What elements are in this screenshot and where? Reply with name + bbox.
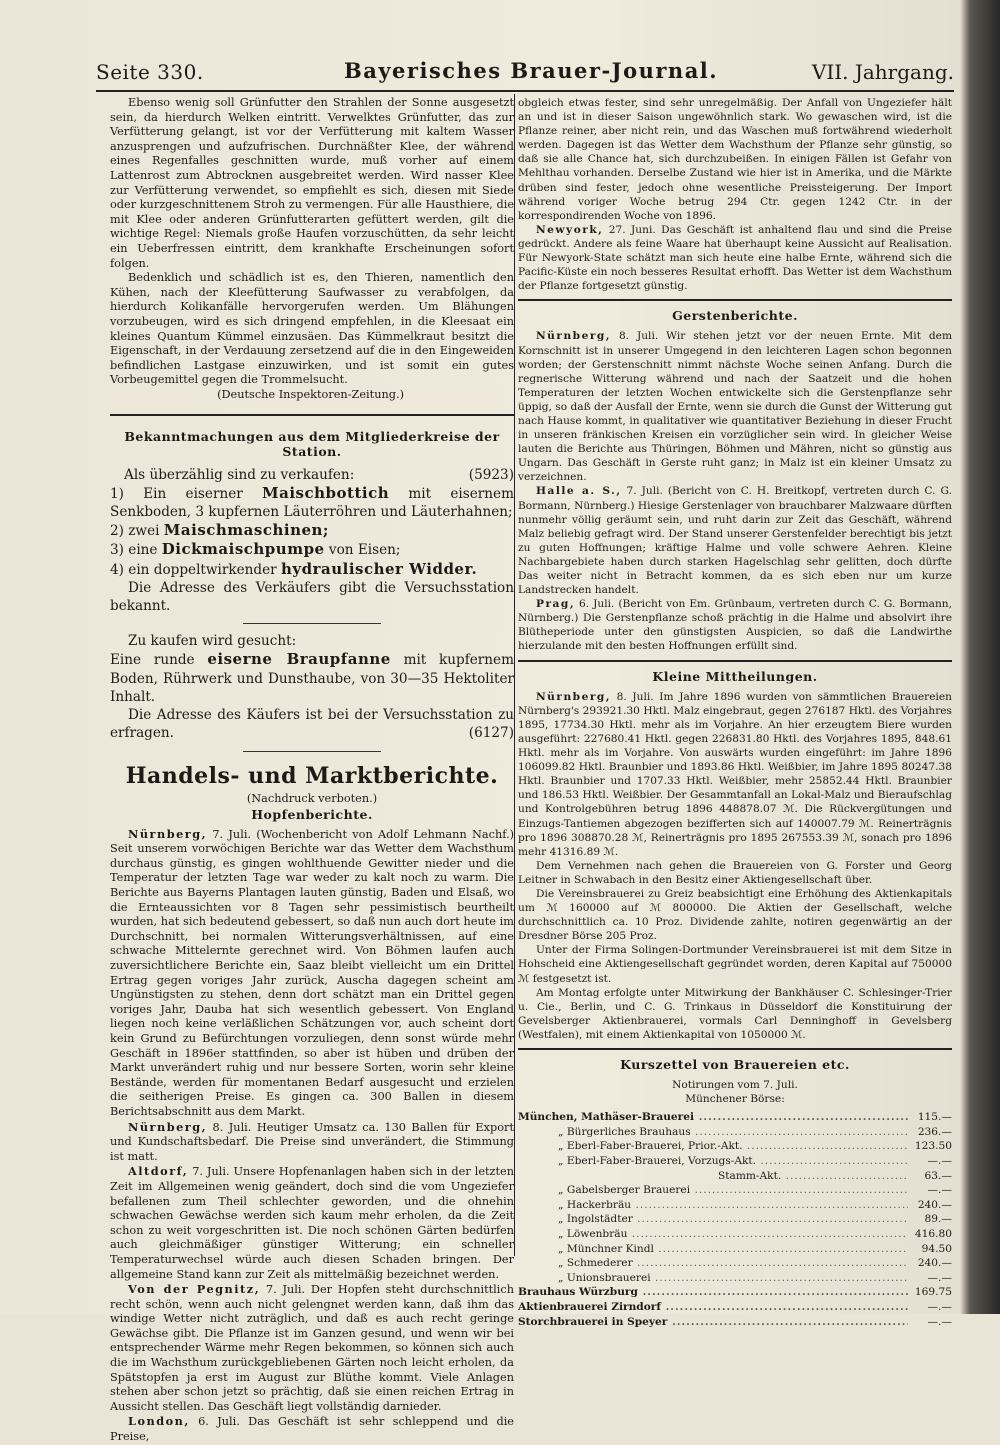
table-row: Aktienbrauerei Zirndorf ..... —.—: [518, 1300, 952, 1315]
news-item: Am Montag erfolgte unter Mitwirkung der Bankhäuser C. Schlesinger-Trier u. Cie., Berlin, und C. G. Trinkaus in Düsseldorf die Konstituirung der Gevelsberger Aktienbrauerei, vormals Carl Denninghoff in Gevelsberg (Westfalen), mit einem Aktienkapital von 1050000 ℳ.: [518, 986, 952, 1041]
section-rule: [110, 414, 514, 416]
table-row: „ Gabelsberger Brauerei ..... —.—: [518, 1183, 952, 1198]
news-item: Nürnberg, 8. Juli. Im Jahre 1896 wurden von sämmtlichen Brauereien Nürnberg's 293921.30 Hktl. Malz eingebraut, gegen 276187 Hktl. des Vorjahres 1895, 17734.30 Hktl. mehr als im Vorjahre. An hier erzeugtem Biere wurden ausgeführt: 227680.41 Hktl. gegen 226831.80 Hktl. des Vorjahres 1895, 848.61 Hktl. mehr als im Vorjahre. Von auswärts wurden eingeführt: im Jahre 1896 106099.82 Hktl. Braunbier und 1893.86 Hktl. Weißbier, im Jahre 1895 80247.38 Hktl. Braunbier und 1707.33 Hktl. Weißbier, mehr 25852.44 Hktl. Braunbier und 186.53 Hktl. Weißbier. Der Gesammtanfall an Lokal-Malz und Bieraufschlag und Kontrolgebühren betrug 1896 448878.07 ℳ. Die Rückvergütungen und Einzugs-Tantiemen abgezogen bezifferten sich auf 140007.79 ℳ. Reinerträgnis pro 1896 308870.28 ℳ, Reinerträgnis pro 1895 267553.39 ℳ, sonach pro 1896 mehr 41316.89 ℳ.: [518, 690, 952, 858]
section-rule: [518, 1048, 952, 1050]
buy-text: Eine runde eiserne Braupfanne mit kupfernem Boden, Rührwerk und Dunsthaube, von 30—35 Hektoliter Inhalt.: [110, 650, 514, 705]
column-divider: [514, 94, 515, 1256]
article-source: (Deutsche Inspektoren-Zeitung.): [217, 387, 404, 401]
table-row: „ Schmederer ..... 240.—: [518, 1256, 952, 1271]
stock-table: [518, 1110, 952, 1329]
news-item: Unter der Firma Solingen-Dortmunder Vereinsbrauerei ist mit dem Sitze in Hohscheid eine Aktiengesellschaft gegründet worden, deren Kapital auf 750000 ℳ festgesetzt ist.: [518, 944, 952, 985]
news-title: Kleine Mittheilungen.: [652, 668, 818, 684]
page-number: Seite 330.: [96, 60, 204, 84]
barley-report: Halle a. S., 7. Juli. (Bericht von C. H. Breitkopf, vertreten durch C. G. Bormann, Nürnberg.) Hiesige Gerstenlager von brauchbarer Malzwaare dürften nunmehr völlig geräumt sein, und ruht darin zur Zeit das Geschäft, während Malz beliebig gefragt wird. Der Stand unserer Gerstenfelder berechtigt bis jetzt zu guten Hoffnungen; kräftige Halme und volle schwere Aehren. Kleine Nachbargebiete haben durch starken Hagelschlag sehr gelitten, doch dürfte Das weiter nicht in Betracht kommen, da es sich eben nur um kurze Landstrecken handelt.: [518, 485, 952, 597]
sale-item: 3) eine Dickmaischpumpe von Eisen;: [110, 540, 401, 559]
barley-reports-title: Gerstenberichte.: [672, 308, 798, 324]
sale-item: 4) ein doppeltwirkender hydraulischer Widder.: [110, 559, 478, 578]
hops-report: Newyork, 27. Juni. Das Geschäft ist anhaltend flau und sind die Preise gedrückt. Andere als feine Waare hat überhaupt keine Aussicht auf Realisation. Für Newyork-State schätzt man sich heute eine halbe Ernte, während sich die Pacific-Küste ein noch besseres Resultat erhofft. Das Wetter ist dem Wachsthum der Pflanze fortgesetzt günstig.: [518, 223, 952, 293]
buy-number: (6127): [468, 725, 514, 742]
article-paragraph: Bedenklich und schädlich ist es, den Thieren, namentlich den Kühen, nach der Kleefütterung Saufwasser zu verabfolgen, da hierdurch Kolikanfälle hervorgerufen werden. Um Blähungen vorzubeugen, wird es sich dringend empfehlen, in die Kleesaat ein kleines Quantum Kümmel einzusäen. Das Kümmelkraut besitzt die Eigenschaft, in der Verdauung zersetzend auf die in den Eingeweiden befindlichen Lastgase einzuwirken, und ist somit ein gutes Vorbeugemittel gegen die Trommelsucht.: [110, 271, 514, 387]
news-item: Die Vereinsbrauerei zu Greiz beabsichtigt eine Erhöhung des Aktienkapitals um ℳ 160000 auf ℳ 800000. Die Aktien der Gesellschaft, welche durchschnittlich ca. 10 Proz. Dividende zahlte, notiren gegenwärtig an der Dresdner Börse 205 Proz.: [518, 887, 952, 943]
sale-item: 2) zwei Maischmaschinen;: [110, 521, 329, 540]
announcements-title: Bekanntmachungen aus dem Mitgliederkreise der Station.: [124, 429, 500, 460]
ad-divider: [243, 623, 380, 624]
table-row: München, Mathäser-Brauerei ..... 115.—: [518, 1110, 952, 1125]
news-item: Dem Vernehmen nach gehen die Brauereien von G. Forster und Georg Leitner in Schwabach in den Besitz einer Aktiengesellschaft über.: [518, 859, 952, 886]
section-divider: [243, 751, 380, 752]
market-reports-title: Handels- und Marktberichte.: [125, 762, 499, 789]
sale-intro-row: [110, 466, 514, 484]
hops-report: Nürnberg, 8. Juli. Heutiger Umsatz ca. 130 Ballen für Export und Kundschaftsbedarf. Die Preise sind unverändert, die Stimmung ist matt.: [110, 1119, 514, 1163]
hops-report-continued: obgleich etwas fester, sind sehr unregelmäßig. Der Anfall von Ungeziefer hält an und ist in dieser Saison ungewöhnlich stark. Wo gewaschen wird, ist die Pflanze reiner, aber nicht rein, und das Waschen muß fortwährend wiederholt werden. Dagegen ist das Wetter dem Wachsthum der Pflanze sehr günstig, so daß sie alle Chance hat, sich durchzubeißen. In einigen Fällen ist Gefahr von Mehlthau vorhanden. Derselbe Zustand wie hier ist in Amerika, und die Märkte drüben sind fester, jedoch ohne wesentliche Preissteigerung. Der Import während voriger Woche betrug 294 Ctr. gegen 1242 Ctr. in der korrespondirenden Woche von 1896.: [518, 97, 952, 222]
article-paragraph: Ebenso wenig soll Grünfutter den Strahlen der Sonne ausgesetzt sein, da hierdurch Welken eintritt. Verwelktes Grünfutter, das zur Verfütterung gelangt, ist vor der Verfütterung mit kaltem Wasser anzusprengen und aufzufrischen. Durchnäßter Klee, der während eines Regenfalles geschnitten wurde, muß vorher auf einem Lattenrost zum Abtrocknen ausgebreitet werden. Wird nasser Klee zur Verfütterung verwendet, so empfiehlt es sich, diesen mit Siede oder kurzgeschnittenem Stroh zu vermengen. Für alle Hausthiere, die mit Klee oder anderen Grünfutterarten gefüttert werden, gilt die wichtige Regel: Niemals große Haufen vorzuschütten, da sehr leicht ein Ueberfressen eintritt, dem krankhafte Erscheinungen sofort folgen.: [110, 96, 515, 270]
volume-label: VII. Jahrgang.: [811, 60, 954, 84]
sale-note: Die Adresse des Verkäufers gibt die Versuchsstation bekannt.: [110, 579, 514, 615]
buy-ad: [110, 632, 514, 742]
barley-report: Prag, 6. Juli. (Bericht von Em. Grünbaum, vertreten durch C. G. Bormann, Nürnberg.) Die Gerstenpflanze schoß prächtig in die Halme und absolvirt ihre Blütheperiode unter den günstigsten Auspicien, so daß die Landwirthe hierzulande mit den besten Hoffnungen erfüllt sind.: [518, 598, 952, 653]
reprint-note: (Nachdruck verboten.): [246, 791, 378, 805]
sale-intro: Als überzählig sind zu verkaufen:: [124, 466, 355, 483]
table-row: „ Hackerbräu ..... 240.—: [518, 1198, 952, 1213]
table-row: Storchbrauerei in Speyer ..... —.—: [518, 1315, 952, 1330]
table-row: Brauhaus Würzburg ..... 169.75: [518, 1285, 952, 1300]
header-rule: [96, 90, 954, 92]
table-row: „ Münchner Kindl ..... 94.50: [518, 1242, 952, 1257]
table-row: „ Bürgerliches Brauhaus ..... 236.—: [518, 1125, 952, 1140]
sale-items: [110, 484, 514, 579]
table-row: „ Ingolstädter ..... 89.—: [518, 1212, 952, 1227]
hops-reports-title: Hopfenberichte.: [251, 807, 373, 823]
sale-number: (5923): [468, 466, 514, 483]
section-rule: [518, 660, 952, 662]
journal-title: Bayerisches Brauer-Journal.: [344, 58, 719, 83]
hops-report: Altdorf, 7. Juli. Unsere Hopfenanlagen haben sich in der letzten Zeit im Allgemeinen wenig geändert, doch sind die vom Ungeziefer befallenen zum Theil schlechter geworden, und die ohnehin schwachen Gewächse werden sich kaum mehr erholen, da die Zeit schon zu weit vorgeschritten ist. Die noch schönen Gärten bedürfen auch gleichmäßiger günstiger Witterung; ein schneller Temperaturwechsel würde auch diesen Schaden bringen. Der allgemeine Stand kann zur Zeit als mittelmäßig bezeichnet werden.: [110, 1164, 514, 1281]
hops-report: Von der Pegnitz, 7. Juli. Der Hopfen steht durchschnittlich recht schön, wenn auch nicht gelengnet werden kann, daß ihm das windige Wetter nicht zuträglich, und daß es auch recht geringe Gewächse gibt. Die Pflanze ist im Ganzen gesund, und wenn wir bei entsprechender Wärme mehr Regen bekommen, so können sich auch die im Wachsthum zurückgebliebenen Gärten noch leicht erholen, da Spätstopfen ja erst im August zur Blüthe kommt. Viele Anlagen stehen aber schon jetzt so prächtig, daß sie einen reichen Ertrag in Aussicht stellen. Das Geschäft liegt vollständig darnieder.: [110, 1282, 514, 1413]
hops-report: London, 6. Juli. Das Geschäft ist sehr schleppend und die Preise,: [110, 1414, 514, 1444]
page-header: [96, 58, 954, 88]
buy-intro: Zu kaufen wird gesucht:: [128, 633, 297, 650]
barley-report: Nürnberg, 8. Juli. Wir stehen jetzt vor der neuen Ernte. Mit dem Kornschnitt ist in unserer Umgegend in den leichteren Lagen schon begonnen worden; der Gerstenschnitt nimmt nächste Woche seinen Anfang. Durch die regnerische Witterung während und nach der Saatzeit und die hohen Temperaturen der letzten Wochen entwickelte sich die Gerstenpflanze sehr üppig, so daß der Ausfall der Ernte, wenn sie durch die Gunst der Witterung gut nach Hause kommt, in qualitativer wie quantitativer Beziehung in dieser Frucht in unseren fränkischen Kreisen ein vorzüglicher sein wird. In gleicher Weise lauten die Berichte aus Thüringen, Böhmen und Mähren, nicht so günstig aus Ungarn. Das Geschäft in Gerste ruht ganz; in Malz ist ein kleiner Umsatz zu verzeichnen.: [518, 330, 952, 484]
stock-list-title: Kurszettel von Brauereien etc.: [620, 1057, 850, 1072]
section-rule: [518, 299, 952, 301]
table-row: „ Eberl-Faber-Brauerei, Vorzugs-Akt. ..... —.—: [518, 1154, 952, 1169]
right-column: [518, 96, 952, 1329]
left-column: [110, 96, 514, 1445]
sale-item: 1) Ein eiserner Maischbottich mit eisernem Senkboden, 3 kupfernen Läuterröhren und Läuterhahnen;: [110, 483, 514, 521]
buy-note: Die Adresse des Käufers ist bei der Versuchsstation zu erfragen. (6127): [110, 707, 514, 742]
table-row: „ Unionsbrauerei ..... —.—: [518, 1271, 952, 1286]
stock-exchange-name: Münchener Börse:: [685, 1093, 785, 1106]
sale-ad: [110, 466, 514, 616]
stock-list-date: Notirungen vom 7. Juli.: [672, 1079, 798, 1092]
table-row: Stamm-Akt. ..... 63.—: [518, 1169, 952, 1184]
table-row: „ Eberl-Faber-Brauerei, Prior.-Akt. ..... 123.50: [518, 1139, 952, 1154]
hops-report: Nürnberg, 7. Juli. (Wochenbericht von Adolf Lehmann Nachf.) Seit unserem vorwöchigen Berichte war das Wetter dem Wachsthum durchaus günstig, es gingen wohlthuende Gewitter nieder und die Temperatur der letzten Tage war weder zu kalt noch zu warm. Die Berichte aus Bayerns Plantagen lauten günstig, Baden und Elsaß, wo die Ernteaussichten vor 8 Tagen sehr pessimistisch beurtheilt wurden, hat sich bedeutend gebessert, so daß nun auch dort heute im Durchschnitt, bei normalen Witterungsverhältnissen, auf eine schwache Mittelernte gerechnet wird. Von Böhmen laufen auch zuversichtlichere Berichte ein, Saaz bleibt vielleicht um ein Drittel Ertrag gegen voriges Jahr zurück, Auscha dagegen scheint am Ungünstigsten zu stehen, denn dort schätzt man ein Drittel gegen voriges Jahr, Dauba hat sich wesentlich gebessert. Von England liegen noch keine verläßlichen Schätzungen vor, auch scheint dort kein Grund zu Befürchtungen vorzuliegen, denn sonst würde mehr Geschäft in 1896er stattfinden, so aber ist hüben und drüben der Markt unverändert ruhig und nur bessere Sorten, worin sehr kleine Bestände, werden für momentanen Bedarf ausgesucht und erzielen die seitherigen Preise. Es gingen ca. 300 Ballen in diesem Berichtsabschnitt aus dem Markt.: [110, 826, 514, 1118]
table-row: „ Löwenbräu ..... 416.80: [518, 1227, 952, 1242]
